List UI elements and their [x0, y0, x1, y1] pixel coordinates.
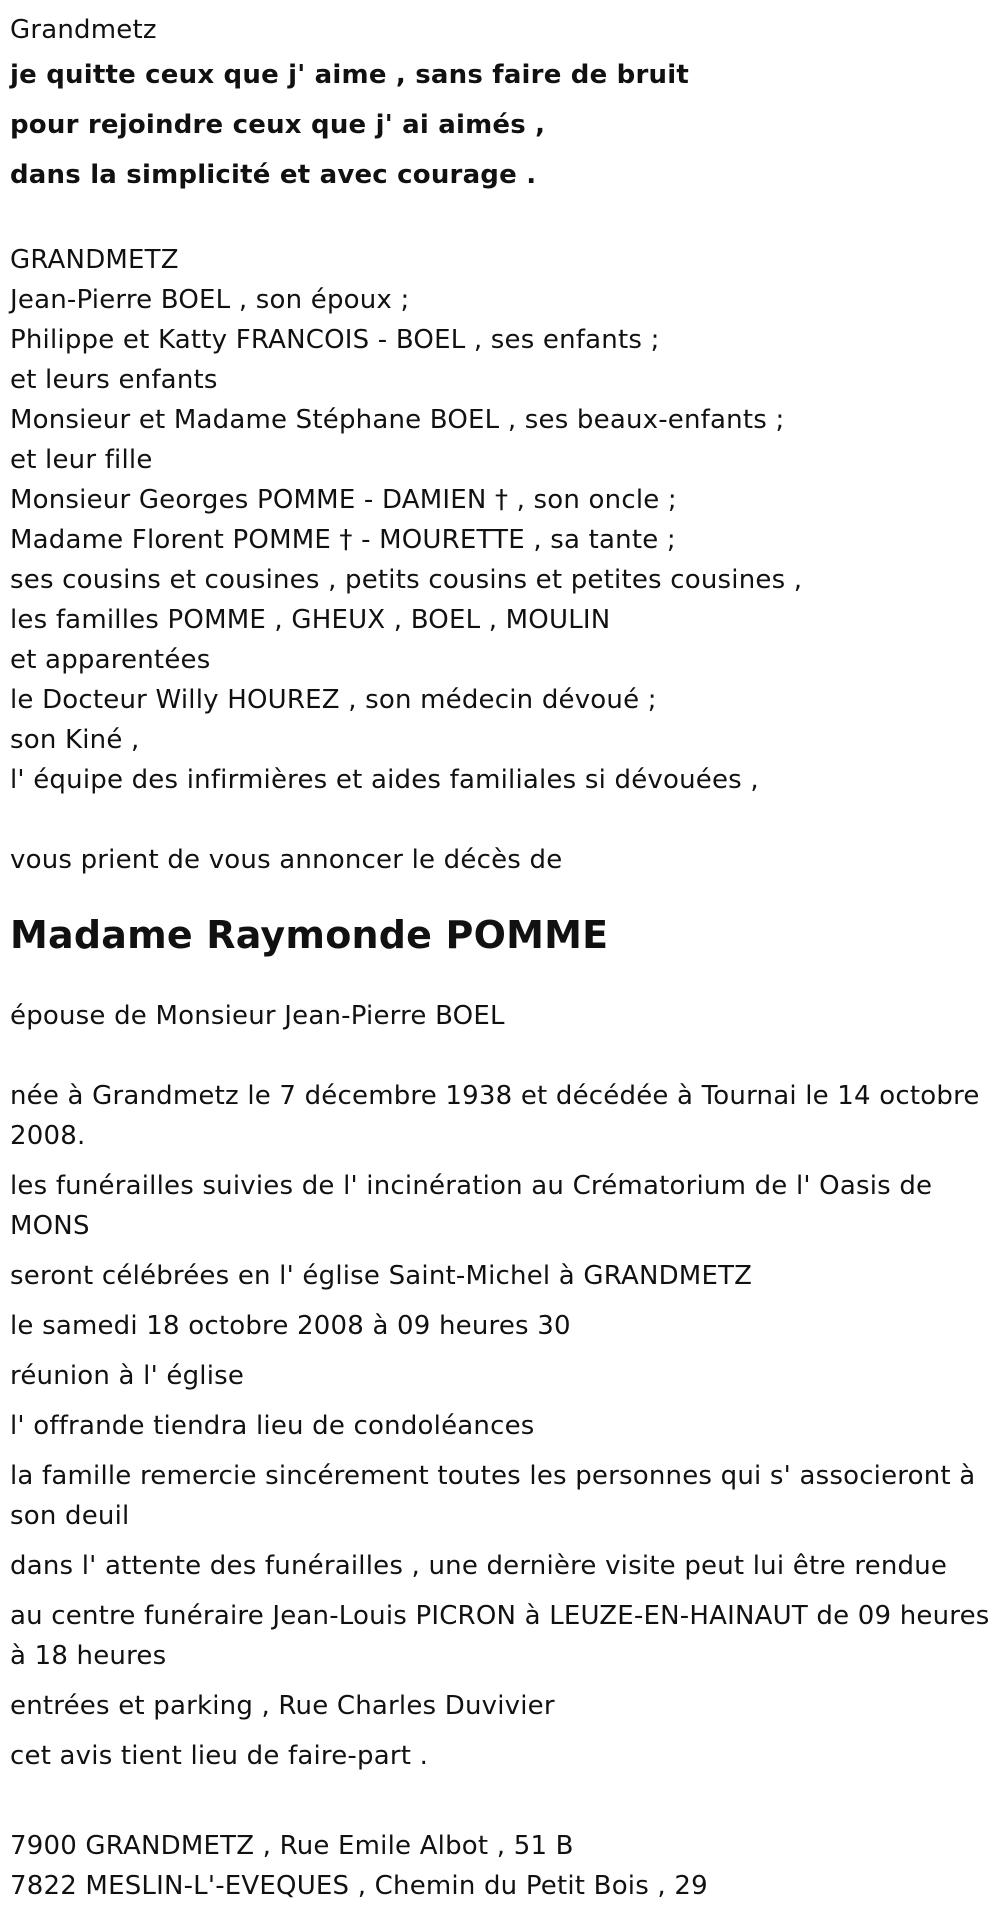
- family-line: l' équipe des infirmières et aides familiales si dévouées ,: [10, 765, 759, 795]
- detail-paragraph: la famille remercie sincérement toutes les personnes qui s' associeront à son deuil: [10, 1461, 984, 1531]
- family-line: le Docteur Willy HOUREZ , son médecin dévoué ;: [10, 685, 657, 715]
- family-line: et leur fille: [10, 445, 153, 475]
- family-line: et apparentées: [10, 645, 211, 675]
- detail-paragraph: l' offrande tiendra lieu de condoléances: [10, 1411, 535, 1441]
- address-block: [10, 1826, 1000, 1906]
- family-line: Madame Florent POMME † - MOURETTE , sa tante ;: [10, 525, 676, 555]
- detail-paragraph: seront célébrées en l' église Saint-Michel à GRANDMETZ: [10, 1261, 753, 1291]
- detail-paragraph: cet avis tient lieu de faire-part .: [10, 1741, 429, 1771]
- family-line: son Kiné ,: [10, 725, 140, 755]
- spacer: [10, 1036, 1000, 1076]
- family-line: ses cousins et cousines , petits cousins et petites cousines ,: [10, 565, 803, 595]
- verse-line: je quitte ceux que j' aime , sans faire de bruit: [10, 60, 689, 90]
- header-location: Grandmetz: [10, 15, 157, 45]
- detail-paragraph: entrées et parking , Rue Charles Duvivier: [10, 1691, 555, 1721]
- family-line: Jean-Pierre BOEL , son époux ;: [10, 285, 410, 315]
- address-line: 7900 GRANDMETZ , Rue Emile Albot , 51 B: [10, 1831, 574, 1861]
- detail-paragraph: le samedi 18 octobre 2008 à 09 heures 30: [10, 1311, 571, 1341]
- family-line: et leurs enfants: [10, 365, 218, 395]
- family-line: Philippe et Katty FRANCOIS - BOEL , ses enfants ;: [10, 325, 660, 355]
- verse-line: pour rejoindre ceux que j' ai aimés ,: [10, 110, 546, 140]
- family-line: GRANDMETZ: [10, 245, 179, 275]
- detail-paragraph: au centre funéraire Jean-Louis PICRON à LEUZE-EN-HAINAUT de 09 heures à 18 heures: [10, 1601, 998, 1671]
- deceased-name: Madame Raymonde POMME: [10, 913, 609, 957]
- detail-paragraph: née à Grandmetz le 7 décembre 1938 et décédée à Tournai le 14 octobre 2008.: [10, 1081, 989, 1151]
- verse-block: [10, 50, 1000, 200]
- details-block: [10, 1076, 1000, 1776]
- family-line: Monsieur Georges POMME - DAMIEN † , son oncle ;: [10, 485, 677, 515]
- verse-line: dans la simplicité et avec courage .: [10, 160, 537, 190]
- detail-paragraph: dans l' attente des funérailles , une dernière visite peut lui être rendue: [10, 1551, 948, 1581]
- spacer: [10, 200, 1000, 240]
- detail-paragraph: les funérailles suivies de l' incinération au Crématorium de l' Oasis de MONS: [10, 1171, 941, 1241]
- announcement-text: vous prient de vous annoncer le décès de: [10, 845, 563, 875]
- detail-paragraph: réunion à l' église: [10, 1361, 245, 1391]
- spacer: [10, 1786, 1000, 1826]
- spacer: [10, 800, 1000, 840]
- address-line: 7822 MESLIN-L'-EVEQUES , Chemin du Petit Bois , 29: [10, 1871, 708, 1901]
- family-list: [10, 240, 1000, 800]
- family-line: Monsieur et Madame Stéphane BOEL , ses beaux-enfants ;: [10, 405, 785, 435]
- family-line: les familles POMME , GHEUX , BOEL , MOULIN: [10, 605, 611, 635]
- spouse-line: épouse de Monsieur Jean-Pierre BOEL: [10, 1001, 505, 1031]
